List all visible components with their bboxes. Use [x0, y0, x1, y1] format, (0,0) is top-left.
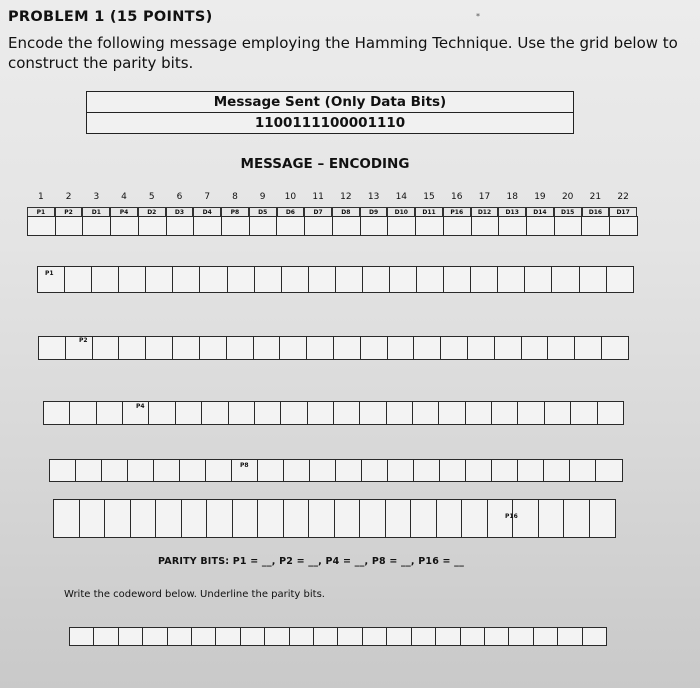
- position-number: 20: [561, 192, 574, 202]
- parity-p4-cell[interactable]: [597, 401, 625, 425]
- position-number: 10: [284, 192, 297, 202]
- position-number: 18: [506, 192, 518, 202]
- parity-p8-cell[interactable]: [491, 459, 519, 482]
- parity-p1-cell[interactable]: [227, 266, 256, 293]
- encoding-cell[interactable]: [360, 216, 389, 236]
- parity-p16-cell[interactable]: [410, 499, 437, 538]
- parity-row-p4: [43, 401, 623, 425]
- codeword-cell[interactable]: [460, 627, 486, 646]
- position-label: D9: [360, 207, 388, 218]
- position-number: 2: [65, 192, 72, 202]
- pen-mark: *: [476, 12, 480, 21]
- parity-p1-cell[interactable]: [551, 266, 580, 293]
- parity-p1-cell[interactable]: [416, 266, 445, 293]
- parity-p2-cell[interactable]: [226, 336, 254, 360]
- parity-p16-cell[interactable]: [104, 499, 131, 538]
- parity-p2-cell[interactable]: [199, 336, 227, 360]
- position-number: 11: [312, 192, 324, 202]
- parity-p4-cell[interactable]: [359, 401, 387, 425]
- parity-p4-cell[interactable]: [465, 401, 493, 425]
- position-label: P1: [27, 207, 55, 218]
- position-label: D2: [138, 207, 166, 218]
- parity-row-p1: [37, 266, 633, 293]
- parity-row-label: P16: [505, 513, 518, 520]
- parity-p4-cell[interactable]: [491, 401, 519, 425]
- parity-p4-cell[interactable]: [201, 401, 229, 425]
- parity-p2-cell[interactable]: [118, 336, 146, 360]
- parity-p2-cell[interactable]: [467, 336, 495, 360]
- position-label: D1: [82, 207, 110, 218]
- parity-p16-cell[interactable]: [308, 499, 335, 538]
- encoding-cell[interactable]: [609, 216, 638, 236]
- parity-p2-cell[interactable]: [92, 336, 120, 360]
- parity-p2-cell[interactable]: [172, 336, 200, 360]
- codeword-cell[interactable]: [411, 627, 437, 646]
- position-label: P2: [55, 207, 83, 218]
- position-label: D8: [332, 207, 360, 218]
- parity-p1-cell[interactable]: [579, 266, 608, 293]
- position-number: 22: [617, 192, 629, 202]
- position-label: D14: [526, 207, 554, 218]
- parity-p8-cell[interactable]: [257, 459, 285, 482]
- parity-p8-cell[interactable]: [517, 459, 545, 482]
- codeword-cell[interactable]: [264, 627, 290, 646]
- parity-p1-cell[interactable]: [497, 266, 526, 293]
- position-number: 1: [37, 192, 44, 202]
- parity-p16-cell[interactable]: [79, 499, 106, 538]
- encoding-cell[interactable]: [332, 216, 361, 236]
- position-number: 7: [204, 192, 211, 202]
- parity-row-label: P8: [240, 462, 249, 469]
- parity-p1-cell[interactable]: [91, 266, 120, 293]
- parity-row-p2: [38, 336, 628, 360]
- parity-p16-cell[interactable]: [283, 499, 310, 538]
- encoding-cell[interactable]: [387, 216, 416, 236]
- parity-p16-cell[interactable]: [563, 499, 590, 538]
- position-number: 5: [148, 192, 155, 202]
- parity-p16-cell[interactable]: [257, 499, 284, 538]
- parity-p16-cell[interactable]: [206, 499, 233, 538]
- parity-p16-cell[interactable]: [436, 499, 463, 538]
- codeword-cell[interactable]: [508, 627, 534, 646]
- codeword-cell[interactable]: [435, 627, 461, 646]
- parity-p2-cell[interactable]: [494, 336, 522, 360]
- parity-row-p16: [53, 499, 614, 538]
- codeword-cell[interactable]: [191, 627, 217, 646]
- position-number: 15: [423, 192, 435, 202]
- encoding-cell[interactable]: [581, 216, 610, 236]
- parity-p1-cell[interactable]: [199, 266, 228, 293]
- parity-p4-cell[interactable]: [254, 401, 282, 425]
- position-number: 8: [232, 192, 238, 202]
- codeword-cell[interactable]: [484, 627, 510, 646]
- parity-p2-cell[interactable]: [601, 336, 629, 360]
- instructions-text: Encode the following message employing the Hamming Technique. Use the grid below to construct the parity bits.: [8, 34, 678, 72]
- codeword-cell[interactable]: [142, 627, 168, 646]
- codeword-cell[interactable]: [289, 627, 315, 646]
- parity-p16-cell[interactable]: [538, 499, 565, 538]
- parity-p1-cell[interactable]: [470, 266, 499, 293]
- position-label: D17: [609, 207, 637, 218]
- parity-p1-cell[interactable]: [606, 266, 635, 293]
- parity-p8-cell[interactable]: [49, 459, 77, 482]
- parity-p16-cell[interactable]: [53, 499, 80, 538]
- parity-p1-cell[interactable]: [335, 266, 364, 293]
- parity-p1-cell[interactable]: [254, 266, 283, 293]
- message-value: 1100111100001110: [87, 112, 573, 133]
- parity-p8-cell[interactable]: [179, 459, 207, 482]
- parity-p2-cell[interactable]: [521, 336, 549, 360]
- codeword-cell[interactable]: [69, 627, 95, 646]
- position-number: 21: [589, 192, 602, 202]
- parity-p8-cell[interactable]: [335, 459, 363, 482]
- parity-p2-cell[interactable]: [333, 336, 361, 360]
- parity-p8-cell[interactable]: [283, 459, 311, 482]
- encoding-cell[interactable]: [193, 216, 222, 236]
- parity-p8-cell[interactable]: [75, 459, 103, 482]
- parity-row-label: P1: [45, 270, 54, 277]
- position-label: P16: [443, 207, 471, 218]
- parity-row-label: P4: [136, 403, 145, 410]
- parity-p1-cell[interactable]: [443, 266, 472, 293]
- parity-p4-cell[interactable]: [228, 401, 256, 425]
- parity-p1-cell[interactable]: [118, 266, 147, 293]
- parity-p16-cell[interactable]: [385, 499, 412, 538]
- parity-p4-cell[interactable]: [175, 401, 203, 425]
- encoding-label: MESSAGE – ENCODING: [240, 156, 410, 172]
- encoding-cell[interactable]: [221, 216, 250, 236]
- parity-p16-cell[interactable]: [461, 499, 488, 538]
- parity-bits-line: PARITY BITS: P1 = __, P2 = __, P4 = __, P8 = __, P16 = __: [158, 556, 465, 567]
- position-number: 17: [478, 192, 491, 202]
- position-label: D7: [304, 207, 332, 218]
- encoding-cell[interactable]: [304, 216, 333, 236]
- position-number: 4: [121, 192, 127, 202]
- parity-p1-cell[interactable]: [145, 266, 174, 293]
- encoding-cell[interactable]: [554, 216, 583, 236]
- parity-p2-cell[interactable]: [145, 336, 173, 360]
- parity-p2-cell[interactable]: [279, 336, 307, 360]
- position-number: 3: [93, 192, 100, 202]
- position-number: 14: [395, 192, 408, 202]
- position-number: 16: [451, 192, 463, 202]
- position-label: D12: [471, 207, 499, 218]
- parity-p2-cell[interactable]: [253, 336, 281, 360]
- position-number: 9: [259, 192, 266, 202]
- position-label: D10: [387, 207, 415, 218]
- parity-p4-cell[interactable]: [307, 401, 335, 425]
- codeword-cell[interactable]: [215, 627, 241, 646]
- parity-p4-cell[interactable]: [280, 401, 308, 425]
- encoding-cell[interactable]: [498, 216, 527, 236]
- parity-p4-cell[interactable]: [517, 401, 545, 425]
- codeword-cell[interactable]: [118, 627, 144, 646]
- codeword-cell[interactable]: [240, 627, 266, 646]
- parity-p8-cell[interactable]: [153, 459, 181, 482]
- position-number: 6: [176, 192, 183, 202]
- parity-p16-cell[interactable]: [359, 499, 386, 538]
- parity-p1-cell[interactable]: [524, 266, 553, 293]
- parity-p16-cell[interactable]: [181, 499, 208, 538]
- encoding-grid: [27, 216, 637, 236]
- parity-p16-cell[interactable]: [232, 499, 259, 538]
- message-sent-box: [86, 91, 574, 134]
- position-label: D13: [498, 207, 526, 218]
- encoding-cell[interactable]: [249, 216, 278, 236]
- position-label: P4: [110, 207, 138, 218]
- encoding-cell[interactable]: [27, 216, 56, 236]
- parity-row-p8: [49, 459, 621, 482]
- parity-p8-cell[interactable]: [309, 459, 337, 482]
- parity-p8-cell[interactable]: [569, 459, 597, 482]
- parity-p16-cell[interactable]: [130, 499, 157, 538]
- codeword-cell[interactable]: [362, 627, 388, 646]
- encoding-cell[interactable]: [471, 216, 500, 236]
- encoding-cell[interactable]: [138, 216, 167, 236]
- encoding-cell[interactable]: [526, 216, 555, 236]
- parity-p8-cell[interactable]: [361, 459, 389, 482]
- parity-p16-cell[interactable]: [334, 499, 361, 538]
- parity-p4-cell[interactable]: [386, 401, 414, 425]
- codeword-cell[interactable]: [313, 627, 339, 646]
- parity-p4-cell[interactable]: [570, 401, 598, 425]
- encoding-cell[interactable]: [443, 216, 472, 236]
- encoding-cell[interactable]: [276, 216, 305, 236]
- parity-p4-cell[interactable]: [43, 401, 71, 425]
- position-number: 12: [340, 192, 352, 202]
- parity-p2-cell[interactable]: [360, 336, 388, 360]
- parity-p8-cell[interactable]: [101, 459, 129, 482]
- codeword-grid: [69, 627, 606, 646]
- parity-p1-cell[interactable]: [389, 266, 418, 293]
- parity-p2-cell[interactable]: [413, 336, 441, 360]
- parity-p8-cell[interactable]: [465, 459, 493, 482]
- parity-p2-cell[interactable]: [440, 336, 468, 360]
- codeword-cell[interactable]: [582, 627, 608, 646]
- parity-p16-cell[interactable]: [589, 499, 616, 538]
- position-label: D15: [554, 207, 582, 218]
- message-header: Message Sent (Only Data Bits): [213, 94, 447, 110]
- position-label: D3: [166, 207, 194, 218]
- parity-p16-cell[interactable]: [155, 499, 182, 538]
- codeword-cell[interactable]: [557, 627, 583, 646]
- parity-p8-cell[interactable]: [595, 459, 623, 482]
- parity-p4-cell[interactable]: [438, 401, 466, 425]
- parity-p2-cell[interactable]: [574, 336, 602, 360]
- parity-p8-cell[interactable]: [543, 459, 571, 482]
- parity-p4-cell[interactable]: [148, 401, 176, 425]
- parity-p8-cell[interactable]: [387, 459, 415, 482]
- position-label: D6: [277, 207, 305, 218]
- parity-p2-cell[interactable]: [38, 336, 66, 360]
- parity-p4-cell[interactable]: [69, 401, 97, 425]
- parity-p8-cell[interactable]: [205, 459, 233, 482]
- position-number: 13: [367, 192, 380, 202]
- position-number: 19: [534, 192, 546, 202]
- encoding-cell[interactable]: [166, 216, 195, 236]
- position-label: P8: [221, 207, 249, 218]
- position-numbers: [0, 192, 700, 204]
- parity-p1-cell[interactable]: [281, 266, 310, 293]
- parity-p2-cell[interactable]: [547, 336, 575, 360]
- parity-p1-cell[interactable]: [172, 266, 201, 293]
- parity-p8-cell[interactable]: [413, 459, 441, 482]
- position-label: D11: [415, 207, 443, 218]
- parity-p1-cell[interactable]: [362, 266, 391, 293]
- position-label: D16: [582, 207, 610, 218]
- parity-p2-cell[interactable]: [387, 336, 415, 360]
- position-label: D4: [193, 207, 221, 218]
- parity-row-label: P2: [79, 337, 88, 344]
- parity-p8-cell[interactable]: [439, 459, 467, 482]
- parity-p1-cell[interactable]: [64, 266, 93, 293]
- parity-p4-cell[interactable]: [544, 401, 572, 425]
- parity-p4-cell[interactable]: [333, 401, 361, 425]
- codeword-cell[interactable]: [386, 627, 412, 646]
- codeword-cell[interactable]: [167, 627, 193, 646]
- parity-p1-cell[interactable]: [308, 266, 337, 293]
- codeword-cell[interactable]: [93, 627, 119, 646]
- write-instruction: Write the codeword below. Underline the parity bits.: [64, 589, 325, 600]
- codeword-cell[interactable]: [533, 627, 559, 646]
- codeword-cell[interactable]: [337, 627, 363, 646]
- parity-p4-cell[interactable]: [412, 401, 440, 425]
- encoding-cell[interactable]: [82, 216, 111, 236]
- encoding-cell[interactable]: [55, 216, 84, 236]
- encoding-cell[interactable]: [415, 216, 444, 236]
- problem-title: PROBLEM 1 (15 POINTS): [8, 9, 213, 25]
- parity-p4-cell[interactable]: [96, 401, 124, 425]
- parity-p2-cell[interactable]: [306, 336, 334, 360]
- position-label: D5: [249, 207, 277, 218]
- parity-p8-cell[interactable]: [127, 459, 155, 482]
- encoding-cell[interactable]: [110, 216, 139, 236]
